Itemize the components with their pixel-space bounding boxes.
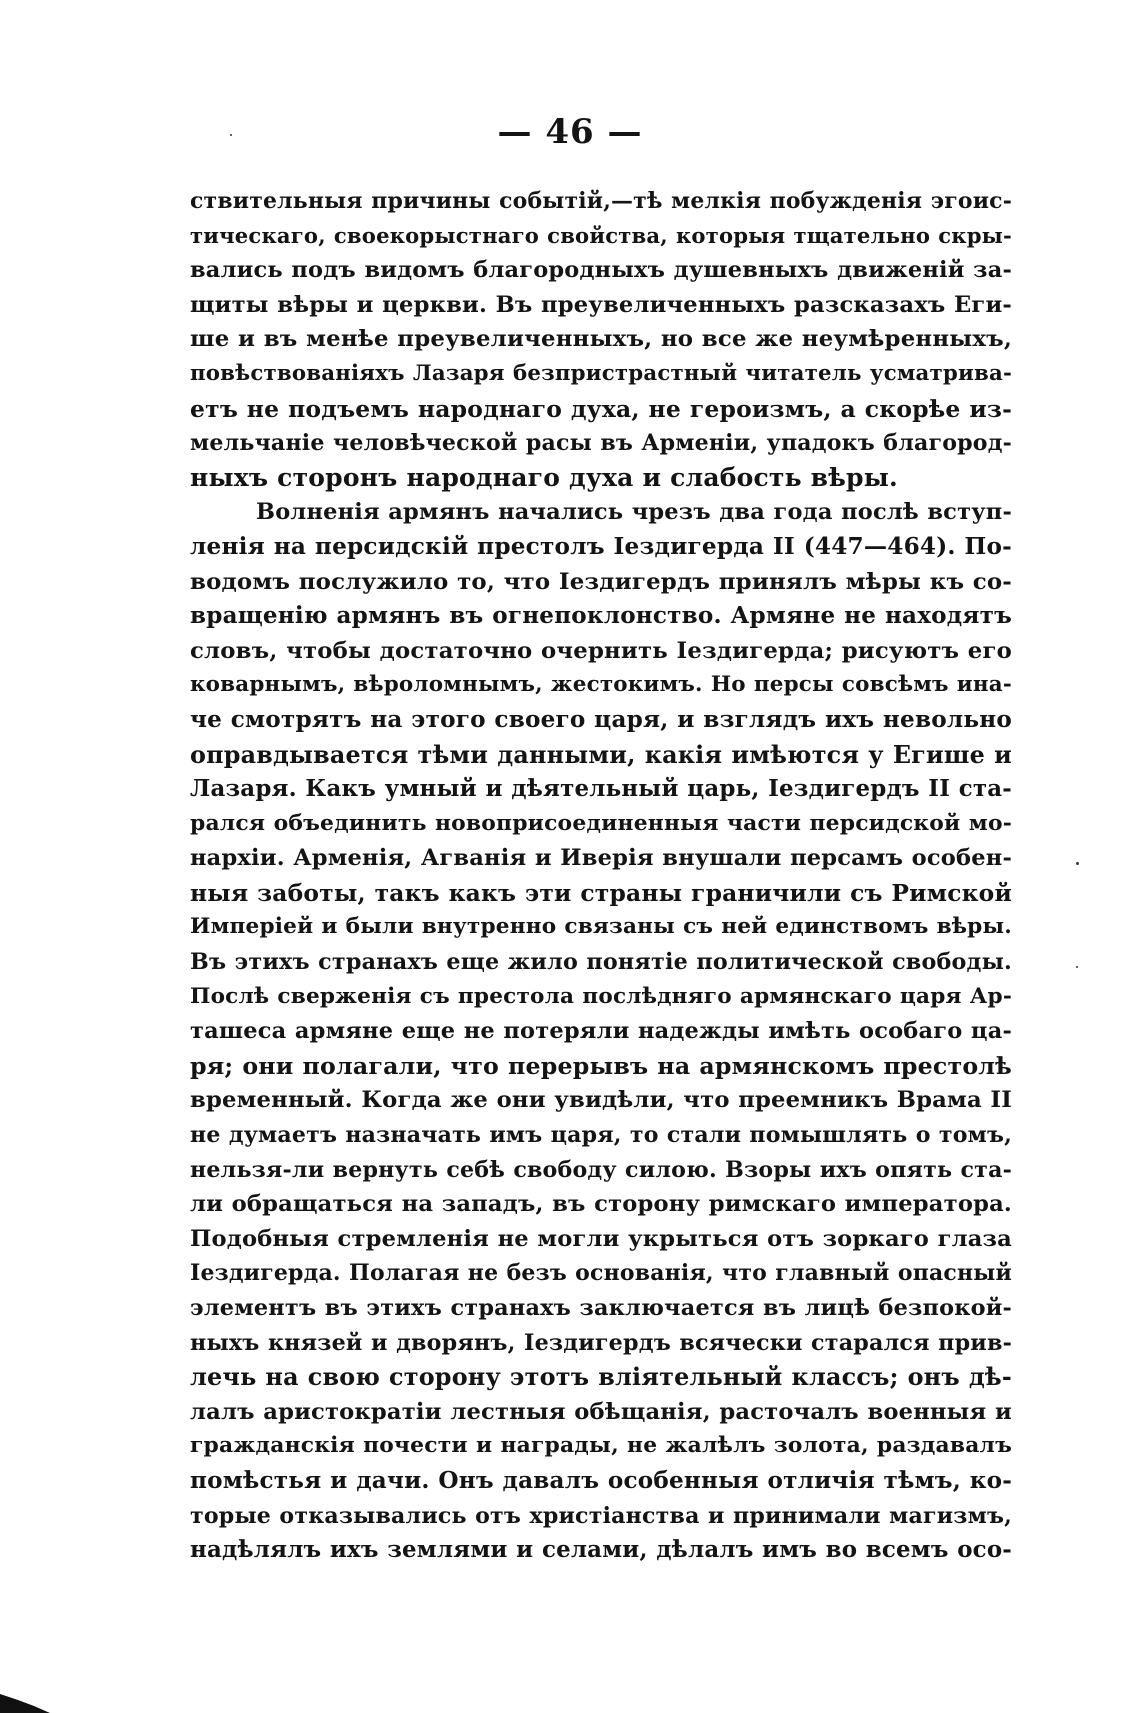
text-line: гражданскія почести и награды, не жалѣлъ золота, раздавалъ <box>190 1433 1012 1459</box>
text-line: тическаго, своекорыстнаго свойства, которыя тщательно скры- <box>190 222 1012 248</box>
text-line: нельзя-ли вернуть себѣ свободу силою. Взоры ихъ опять ста- <box>190 1156 1012 1183</box>
text-line: Подобныя стремленія не могли укрыться отъ зоркаго глаза <box>190 1225 1012 1252</box>
text-line: помѣстья и дачи. Онъ давалъ особенныя отличія тѣмъ, ко- <box>190 1466 1012 1494</box>
text-line: оправдывается тѣми данными, какія имѣются у Егише и <box>190 740 1012 769</box>
text-line: ря; они полагали, что перерывъ на армянскомъ престолѣ <box>190 1051 1012 1080</box>
text-line: ташеса армяне еще не потеряли надежды имѣть особаго ца- <box>190 1018 1012 1045</box>
text-line: ли обращаться на западъ, въ сторону римскаго императора. <box>190 1191 1012 1218</box>
text-line: надѣлялъ ихъ землями и селами, дѣлалъ имъ во всемъ осо- <box>190 1536 1012 1564</box>
scan-speck <box>1076 966 1078 968</box>
text-line: не думаетъ назначать имъ царя, то стали помышлять о томъ, <box>190 1122 1012 1149</box>
paragraph-first-line: Волненія армянъ начались чрезъ два года послѣ вступ- <box>256 499 1012 526</box>
text-line: че смотрятъ на этого своего царя, и взглядъ ихъ невольно <box>190 705 1012 733</box>
text-line: ше и въ менѣе преувеличенныхъ, но все же неумѣренныхъ, <box>190 326 1012 353</box>
scan-speck <box>1076 862 1079 865</box>
text-line: ныхъ князей и дворянъ, Іездигердъ всячески старался прив- <box>190 1329 1012 1356</box>
text-line: вались подъ видомъ благородныхъ душевныхъ движеній за- <box>190 257 1012 284</box>
text-line: ствительныя причины событій,—тѣ мелкія побужденія эгоис- <box>190 188 1012 214</box>
text-line: рался объединить новоприсоединенныя части персидской мо- <box>190 810 1012 836</box>
paragraph-end-line: ныхъ сторонъ народнаго духа и слабость вѣры. <box>190 462 898 492</box>
text-line: лечь на свою сторону этотъ вліятельный классъ; онъ дѣ- <box>190 1363 1012 1392</box>
text-line: Послѣ сверженія съ престола послѣдняго армянскаго царя Ар- <box>190 983 1012 1009</box>
text-line: лалъ аристократіи лестныя обѣщанія, расточалъ военныя и <box>190 1398 1012 1425</box>
text-line: етъ не подъемъ народнаго духа, не героизмъ, а скорѣе из- <box>190 394 1012 423</box>
text-line: коварнымъ, вѣроломнымъ, жестокимъ. Но персы совсѣмъ ина- <box>190 672 1012 698</box>
scan-corner-smudge <box>0 1690 54 1713</box>
text-line: мельчаніе человѣческой расы въ Арменіи, упадокъ благород- <box>190 430 1012 457</box>
text-line: нархіи. Арменія, Агванія и Иверія внушали персамъ особен- <box>190 845 1012 872</box>
page-number: — 46 — <box>497 112 643 152</box>
text-line: торые отказывались отъ христіанства и принимали магизмъ, <box>190 1502 1012 1529</box>
text-line: временный. Когда же они увидѣли, что преемникъ Врама II <box>190 1087 1012 1114</box>
text-line: ленія на персидскій престолъ Іездигерда II (447—464). По- <box>190 532 1012 560</box>
text-line: повѣствованіяхъ Лазаря безпристрастный читатель усматрива- <box>190 360 1012 386</box>
text-line: вращенію армянъ въ огнепоклонство. Армяне не находятъ <box>190 602 1012 630</box>
text-line: словъ, чтобы достаточно очернить Іездигерда; рисуютъ его <box>190 637 1012 664</box>
text-line: Іездигерда. Полагая не безъ основанія, что главный опасный <box>190 1260 1012 1287</box>
body-text <box>190 184 1012 1568</box>
text-line: Въ этихъ странахъ еще жило понятіе политической свободы. <box>190 949 1012 976</box>
text-line: Лазаря. Какъ умный и дѣятельный царь, Іездигердъ II ста- <box>190 775 1012 803</box>
text-line: элементъ въ этихъ странахъ заключается въ лицѣ безпокой- <box>190 1295 1012 1321</box>
text-line: водомъ послужило то, что Іездигердъ принялъ мѣры къ со- <box>190 568 1012 595</box>
scan-speck <box>230 134 232 136</box>
text-line: щиты вѣры и церкви. Въ преувеличенныхъ разсказахъ Еги- <box>190 291 1012 318</box>
text-line: ныя заботы, такъ какъ эти страны граничили съ Римской <box>190 878 1012 907</box>
text-line: Имперіей и были внутренно связаны съ ней единствомъ вѣры. <box>190 914 1012 940</box>
